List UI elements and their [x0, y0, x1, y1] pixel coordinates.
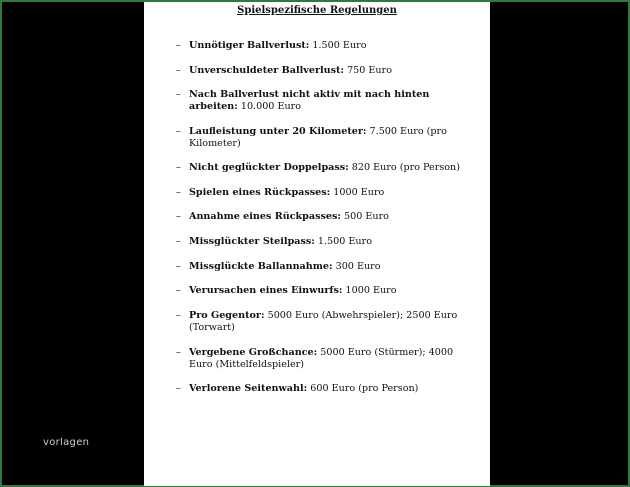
rule-label: Pro Gegentor: — [189, 310, 265, 321]
list-item — [176, 126, 476, 150]
rule-label: Unnötiger Ballverlust: — [189, 40, 310, 51]
document-title: Spielspezifische Regelungen — [237, 5, 397, 16]
dash-bullet: – — [176, 261, 181, 272]
dash-bullet: – — [176, 40, 181, 51]
list-item — [176, 347, 476, 371]
rule-value: 5000 Euro (Stürmer); 4000 Euro (Mittelfeldspieler) — [189, 347, 454, 370]
rule-value: 1.500 Euro — [317, 236, 372, 247]
rule-value: 750 Euro — [347, 65, 392, 76]
dash-bullet: – — [176, 383, 181, 394]
rule-label: Annahme eines Rückpasses: — [189, 211, 341, 222]
dash-bullet: – — [176, 236, 181, 247]
dash-bullet: – — [176, 310, 181, 321]
document-page — [144, 2, 490, 486]
rule-label: Missglückte Ballannahme: — [189, 261, 333, 272]
rule-value: 1000 Euro — [333, 187, 385, 198]
rule-label: Nicht geglückter Doppelpass: — [189, 162, 349, 173]
dash-bullet: – — [176, 126, 181, 137]
watermark-text: vorlagen — [43, 437, 90, 448]
rule-label: Missglückter Steilpass: — [189, 236, 315, 247]
rule-label: Vergebene Großchance: — [189, 347, 318, 358]
list-item — [176, 187, 476, 199]
rule-label: Unverschuldeter Ballverlust: — [189, 65, 344, 76]
rule-value: 7.500 Euro (pro Kilometer) — [189, 126, 447, 149]
screen-frame — [2, 2, 628, 485]
list-item — [176, 261, 476, 273]
rule-label: Laufleistung unter 20 Kilometer: — [189, 126, 367, 137]
rule-value: 1000 Euro — [345, 285, 397, 296]
dash-bullet: – — [176, 89, 181, 100]
dash-bullet: – — [176, 162, 181, 173]
rule-value: 300 Euro — [335, 261, 381, 272]
dash-bullet: – — [176, 65, 181, 76]
rule-label: Verursachen eines Einwurfs: — [189, 285, 343, 296]
list-item — [176, 285, 476, 297]
dash-bullet: – — [176, 347, 181, 358]
list-item — [176, 40, 476, 52]
rule-label: Nach Ballverlust nicht aktiv mit nach hinten arbeiten: — [189, 89, 430, 112]
list-item — [176, 236, 476, 248]
rule-value: 1.500 Euro — [312, 40, 367, 51]
rule-label: Spielen eines Rückpasses: — [189, 187, 331, 198]
rule-value: 10.000 Euro — [240, 101, 302, 112]
rule-value: 600 Euro (pro Person) — [310, 383, 419, 394]
list-item — [176, 89, 476, 113]
rule-value: 5000 Euro (Abwehrspieler); 2500 Euro (Torwart) — [189, 310, 458, 333]
list-item — [176, 162, 476, 174]
dash-bullet: – — [176, 211, 181, 222]
rule-value: 500 Euro — [344, 211, 389, 222]
list-item — [176, 211, 476, 223]
rule-label: Verlorene Seitenwahl: — [189, 383, 308, 394]
list-item — [176, 310, 476, 334]
list-item — [176, 383, 476, 395]
dash-bullet: – — [176, 285, 181, 296]
list-item — [176, 65, 476, 77]
rule-value: 820 Euro (pro Person) — [351, 162, 460, 173]
dash-bullet: – — [176, 187, 181, 198]
